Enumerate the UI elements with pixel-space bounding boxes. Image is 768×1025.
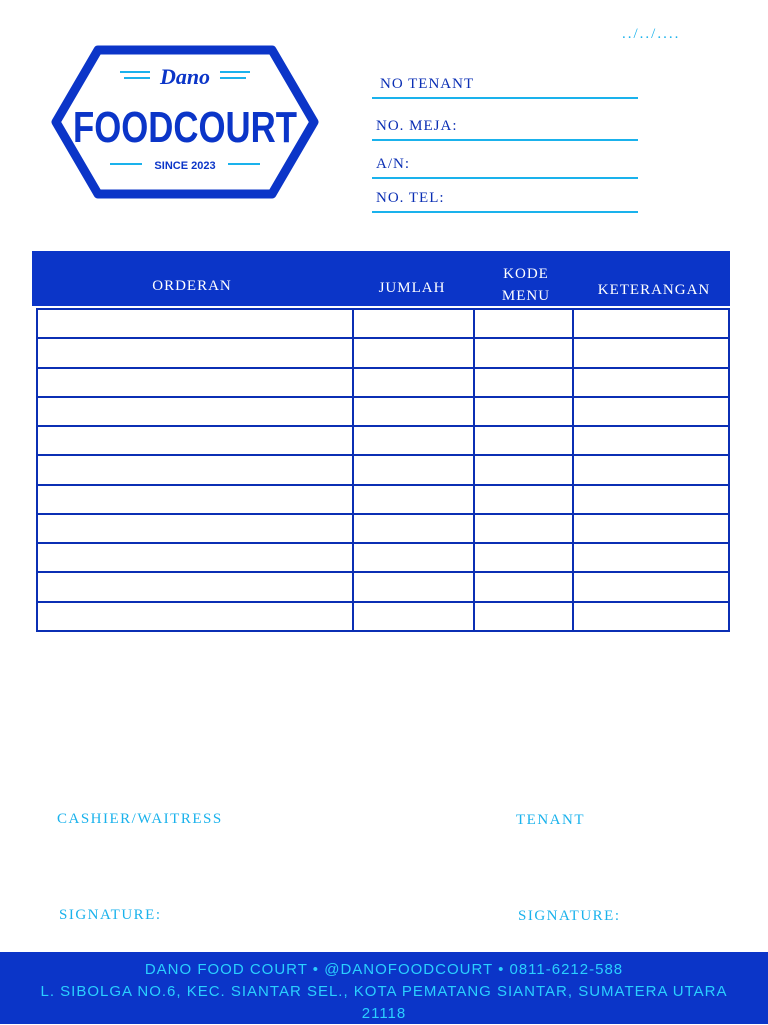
- phone-label: NO. TEL:: [376, 190, 445, 206]
- column-divider: [728, 308, 730, 630]
- phone-field[interactable]: [372, 180, 638, 213]
- logo-script-text: Dano: [159, 64, 211, 89]
- footer-bar: [0, 952, 768, 1024]
- footer-contact: DANO FOOD COURT • @DANOFOODCOURT • 0811-6212-588: [144, 961, 624, 978]
- header-order: ORDERAN: [152, 278, 232, 294]
- column-divider: [473, 308, 475, 630]
- table-row-line: [36, 396, 730, 398]
- table-row-line: [36, 454, 730, 456]
- table-row-line: [36, 601, 730, 603]
- name-label: A/N:: [376, 156, 410, 172]
- order-table-header: [32, 251, 730, 306]
- table-row-line: [36, 308, 730, 310]
- table-row-line: [36, 425, 730, 427]
- order-table-grid: [36, 308, 732, 632]
- header-qty: JUMLAH: [378, 280, 446, 296]
- header-code-line1: KODE: [503, 266, 549, 282]
- tenant-signature-line[interactable]: SIGNATURE:: [518, 908, 621, 924]
- table-row-line: [36, 571, 730, 573]
- name-field[interactable]: [372, 145, 638, 179]
- footer-postcode: 21118: [361, 1005, 407, 1022]
- table-row-line: [36, 337, 730, 339]
- table-number-field[interactable]: [372, 105, 638, 141]
- header-notes: KETERANGAN: [597, 282, 711, 298]
- cashier-signature-line[interactable]: SIGNATURE:: [59, 907, 162, 923]
- footer-address: L. SIBOLGA NO.6, KEC. SIANTAR SEL., KOTA PEMATANG SIANTAR, SUMATERA UTARA: [40, 983, 728, 1000]
- date-placeholder: ../../....: [622, 26, 681, 42]
- tenant-label: NO TENANT: [380, 76, 475, 92]
- table-row-line: [36, 542, 730, 544]
- table-row-line: [36, 513, 730, 515]
- logo-since-text: SINCE 2023: [154, 160, 216, 172]
- tenant-field[interactable]: [372, 62, 638, 99]
- logo-main-text: FOODCOURT: [73, 103, 298, 152]
- table-number-label: NO. MEJA:: [376, 118, 458, 134]
- cashier-label: CASHIER/WAITRESS: [57, 811, 223, 827]
- tenant-signature-label: TENANT: [516, 812, 585, 828]
- header-code: [484, 263, 568, 307]
- column-divider: [36, 308, 38, 630]
- foodcourt-logo: [50, 40, 320, 204]
- table-row-line: [36, 630, 730, 632]
- header-code-line2: MENU: [501, 288, 551, 304]
- column-divider: [352, 308, 354, 630]
- table-row-line: [36, 484, 730, 486]
- column-divider: [572, 308, 574, 630]
- table-row-line: [36, 367, 730, 369]
